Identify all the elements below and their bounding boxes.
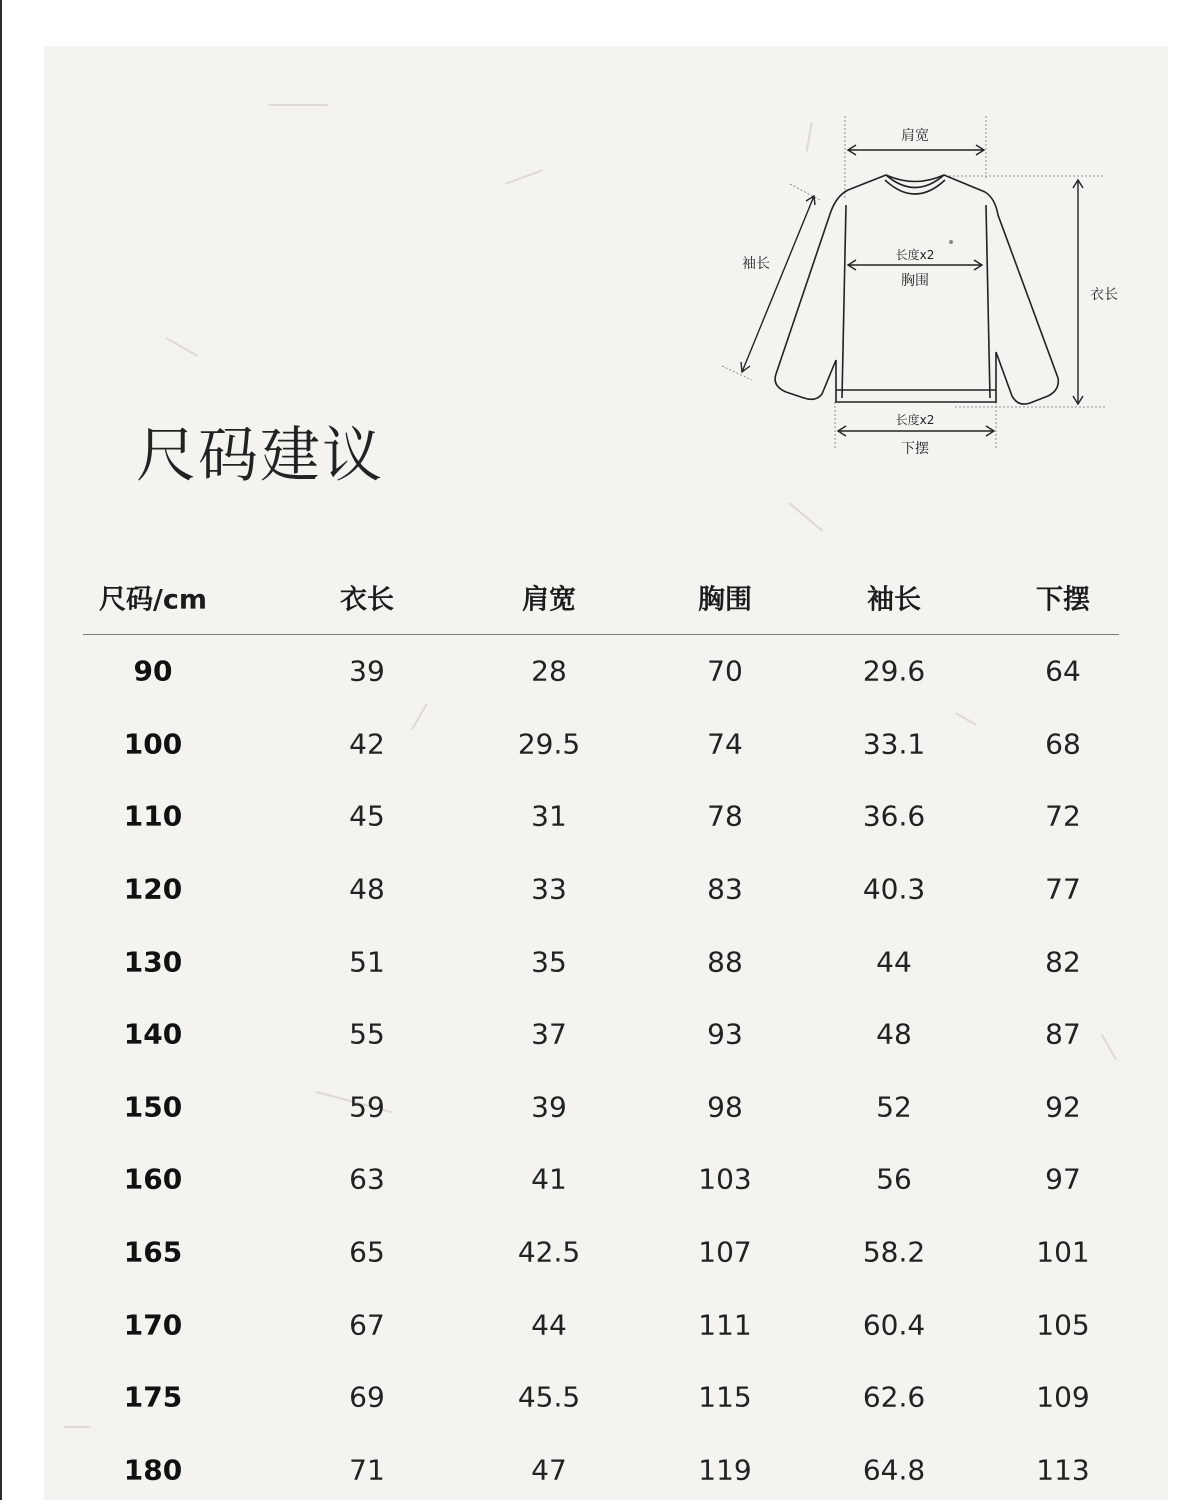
cell-chest: 93	[707, 1017, 743, 1051]
cell-size: 160	[123, 1162, 183, 1196]
cell-size: 140	[123, 1017, 183, 1051]
cell-length: 67	[349, 1308, 385, 1342]
cell-sleeve: 52	[876, 1090, 912, 1124]
cell-shoulder: 29.5	[517, 727, 581, 761]
cell-length: 48	[349, 872, 385, 906]
cell-length: 71	[349, 1453, 385, 1487]
longsleeve-shirt-icon	[775, 175, 1058, 404]
table-row	[83, 1288, 1119, 1361]
garment-measurement-diagram	[720, 110, 1150, 470]
cell-sleeve: 40.3	[862, 872, 926, 906]
cell-hem: 97	[1045, 1162, 1081, 1196]
cell-size: 100	[123, 727, 183, 761]
page-edge-line	[0, 0, 2, 1500]
sleeve-label: 袖长	[742, 256, 770, 272]
header-hem: 下摆	[1036, 584, 1090, 616]
cell-shoulder: 37	[531, 1017, 567, 1051]
cell-size: 90	[133, 654, 173, 688]
cell-sleeve: 56	[876, 1162, 912, 1196]
cell-chest: 78	[707, 799, 743, 833]
header-length: 衣长	[340, 584, 394, 616]
cell-sleeve: 36.6	[862, 799, 926, 833]
cell-length: 51	[349, 945, 385, 979]
table-row	[83, 998, 1119, 1071]
header-size: 尺码/cm	[99, 584, 207, 616]
cell-hem: 77	[1045, 872, 1081, 906]
cell-chest: 115	[698, 1380, 752, 1414]
cell-chest: 88	[707, 945, 743, 979]
cell-length: 55	[349, 1017, 385, 1051]
chest-sublabel: 长度x2	[895, 248, 935, 262]
size-table-body	[83, 635, 1119, 1506]
cell-sleeve: 62.6	[862, 1380, 926, 1414]
cell-length: 42	[349, 727, 385, 761]
cell-size: 165	[123, 1235, 183, 1269]
cell-chest: 98	[707, 1090, 743, 1124]
table-row	[83, 708, 1119, 781]
cell-shoulder: 28	[531, 654, 567, 688]
header-chest: 胸围	[698, 584, 752, 616]
cell-size: 180	[123, 1453, 183, 1487]
cell-shoulder: 31	[531, 799, 567, 833]
page-title: 尺码建议	[136, 421, 384, 491]
table-row	[83, 635, 1119, 708]
cell-hem: 64	[1045, 654, 1081, 688]
cell-length: 69	[349, 1380, 385, 1414]
table-row	[83, 1071, 1119, 1144]
cell-sleeve: 29.6	[862, 654, 926, 688]
table-row	[83, 925, 1119, 998]
cell-hem: 87	[1045, 1017, 1081, 1051]
cell-sleeve: 48	[876, 1017, 912, 1051]
shoulder-label: 肩宽	[901, 128, 929, 144]
cell-hem: 72	[1045, 799, 1081, 833]
table-row	[83, 1216, 1119, 1289]
cell-size: 175	[123, 1380, 183, 1414]
paper-fiber	[166, 337, 198, 356]
cell-sleeve: 60.4	[862, 1308, 926, 1342]
cell-length: 45	[349, 799, 385, 833]
hem-label: 下摆	[901, 441, 929, 457]
cell-length: 65	[349, 1235, 385, 1269]
chest-label: 胸围	[901, 273, 929, 289]
paper-fiber	[789, 502, 824, 531]
cell-sleeve: 44	[876, 945, 912, 979]
cell-shoulder: 45.5	[517, 1380, 581, 1414]
cell-hem: 92	[1045, 1090, 1081, 1124]
size-table	[83, 560, 1119, 1506]
cell-size: 120	[123, 872, 183, 906]
hem-sublabel: 长度x2	[895, 413, 935, 427]
cell-chest: 119	[698, 1453, 752, 1487]
cell-sleeve: 33.1	[862, 727, 926, 761]
paper-fiber	[268, 104, 328, 106]
cell-chest: 83	[707, 872, 743, 906]
table-row	[83, 780, 1119, 853]
cell-shoulder: 39	[531, 1090, 567, 1124]
cell-hem: 101	[1036, 1235, 1090, 1269]
cell-shoulder: 44	[531, 1308, 567, 1342]
cell-chest: 70	[707, 654, 743, 688]
length-label: 衣长	[1090, 287, 1118, 303]
cell-hem: 109	[1036, 1380, 1090, 1414]
cell-size: 130	[123, 945, 183, 979]
cell-chest: 111	[698, 1308, 752, 1342]
table-row	[83, 1361, 1119, 1434]
logo-dot	[949, 240, 953, 244]
cell-size: 110	[123, 799, 183, 833]
cell-chest: 74	[707, 727, 743, 761]
header-sleeve: 袖长	[867, 584, 921, 616]
cell-chest: 103	[698, 1162, 752, 1196]
cell-size: 150	[123, 1090, 183, 1124]
cell-hem: 105	[1036, 1308, 1090, 1342]
cell-length: 39	[349, 654, 385, 688]
cell-shoulder: 42.5	[517, 1235, 581, 1269]
table-row	[83, 1434, 1119, 1506]
table-row	[83, 1143, 1119, 1216]
size-table-header	[83, 560, 1119, 635]
cell-hem: 68	[1045, 727, 1081, 761]
cell-shoulder: 35	[531, 945, 567, 979]
cell-shoulder: 33	[531, 872, 567, 906]
table-row	[83, 853, 1119, 926]
cell-size: 170	[123, 1308, 183, 1342]
cell-hem: 113	[1036, 1453, 1090, 1487]
cell-length: 63	[349, 1162, 385, 1196]
cell-chest: 107	[698, 1235, 752, 1269]
cell-hem: 82	[1045, 945, 1081, 979]
cell-shoulder: 41	[531, 1162, 567, 1196]
cell-length: 59	[349, 1090, 385, 1124]
paper-fiber	[505, 169, 543, 184]
cell-sleeve: 58.2	[862, 1235, 926, 1269]
cell-sleeve: 64.8	[862, 1453, 926, 1487]
header-shoulder: 肩宽	[522, 584, 576, 616]
cell-shoulder: 47	[531, 1453, 567, 1487]
